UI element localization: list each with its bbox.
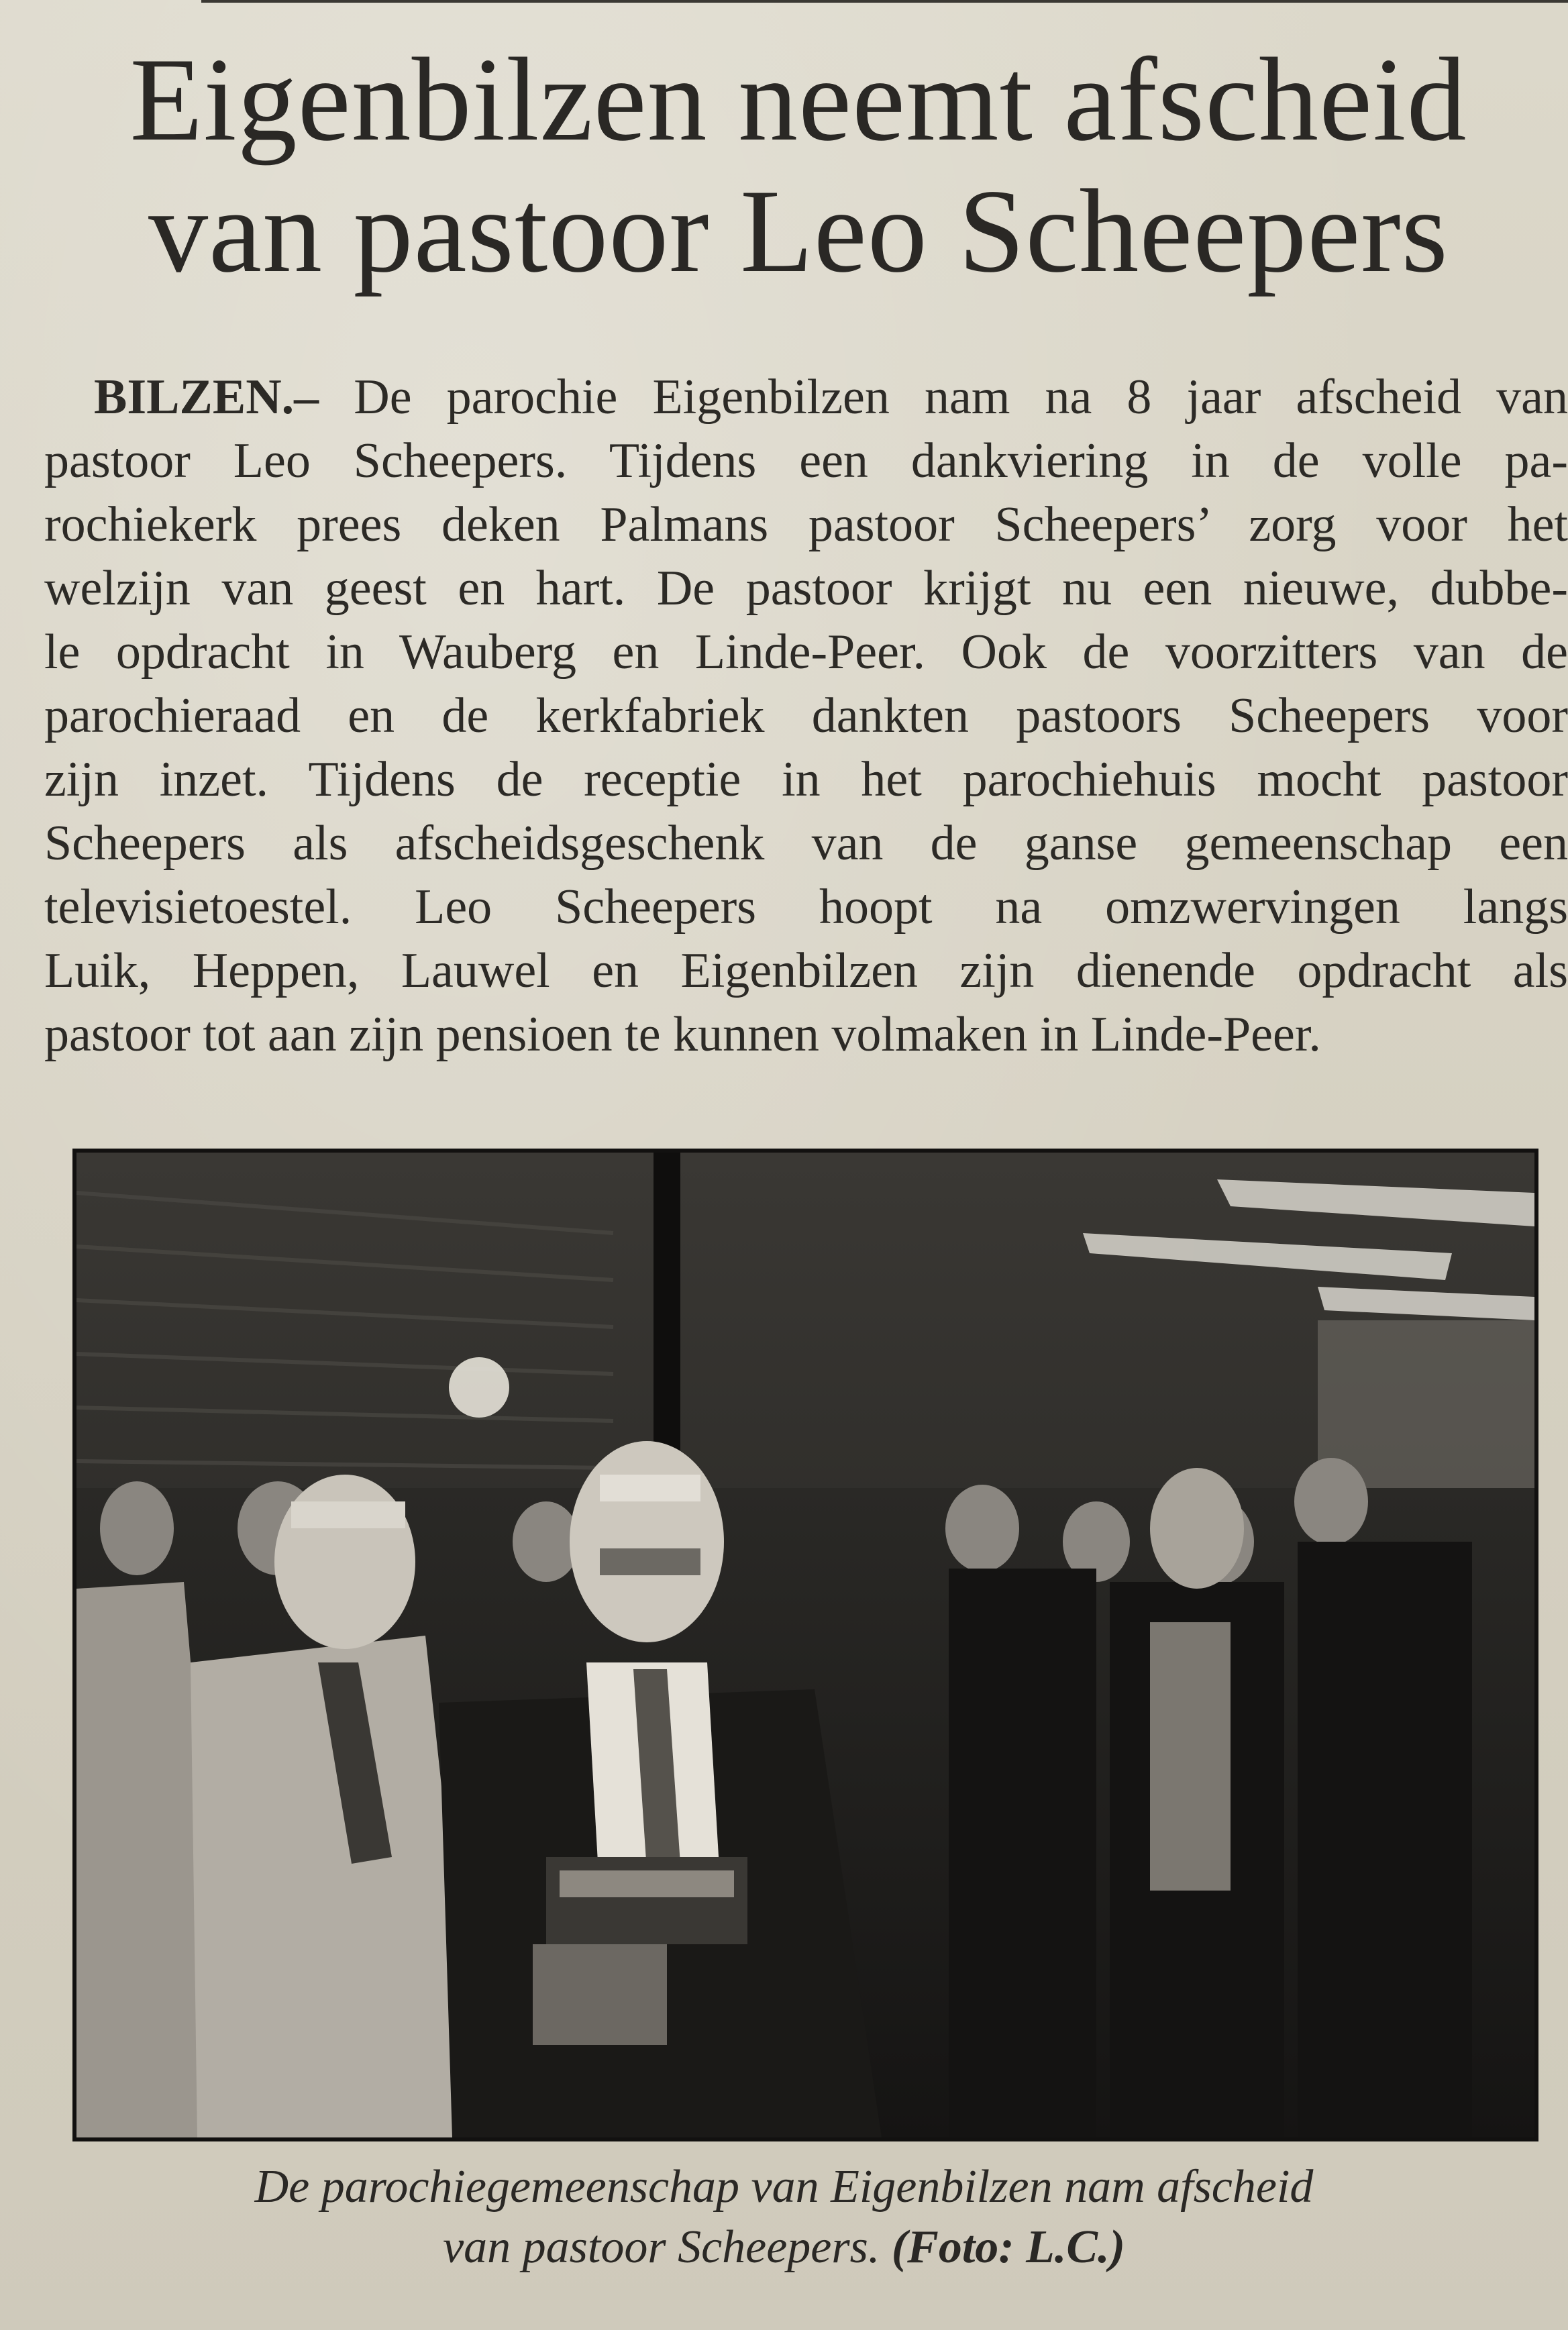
body-line: Scheepers als afscheidsgeschenk van de ganse gemeenschap een [44,816,1568,871]
photo-credit: (Foto: L.C.) [880,2221,1125,2273]
photo-caption [40,2157,1528,2278]
caption-line: De parochiegemeenschap van Eigenbilzen nam afscheid [254,2161,1314,2213]
body-line: parochieraad en de kerkfabriek dankten pastoors Scheepers voor [44,688,1568,743]
headline-line: van pastoor Leo Scheepers [148,164,1449,297]
news-photo [72,1149,1538,2141]
body-line: pastoor tot aan zijn pensioen te kunnen volmaken in Linde-Peer. [44,1007,1321,1062]
caption-line [40,2217,1528,2278]
body-line: pastoor Leo Scheepers. Tijdens een dankviering in de volle pa- [44,433,1568,488]
photo-illustration [76,1153,1534,2137]
body-line: Luik, Heppen, Lauwel en Eigenbilzen zijn dienende opdracht als [44,943,1568,998]
body-line: rochiekerk prees deken Palmans pastoor Scheepers’ zorg voor het [44,497,1568,552]
body-line [44,366,1568,429]
article-body [44,366,1568,1067]
body-line-text: De parochie Eigenbilzen nam na 8 jaar afscheid van [319,370,1568,425]
headline [67,34,1530,297]
headline-line: Eigenbilzen neemt afscheid [129,33,1467,166]
body-line: le opdracht in Wauberg en Linde-Peer. Ook de voorzitters van de [44,625,1568,680]
dateline: BILZEN.– [94,370,319,425]
caption-line-text: van pastoor Scheepers. [443,2221,880,2273]
column-rule [201,0,1568,3]
body-line: welzijn van geest en hart. De pastoor krijgt nu een nieuwe, dubbe- [44,561,1568,616]
body-line: televisietoestel. Leo Scheepers hoopt na omzwervingen langs [44,880,1568,935]
body-line: zijn inzet. Tijdens de receptie in het parochiehuis mocht pastoor [44,752,1568,807]
